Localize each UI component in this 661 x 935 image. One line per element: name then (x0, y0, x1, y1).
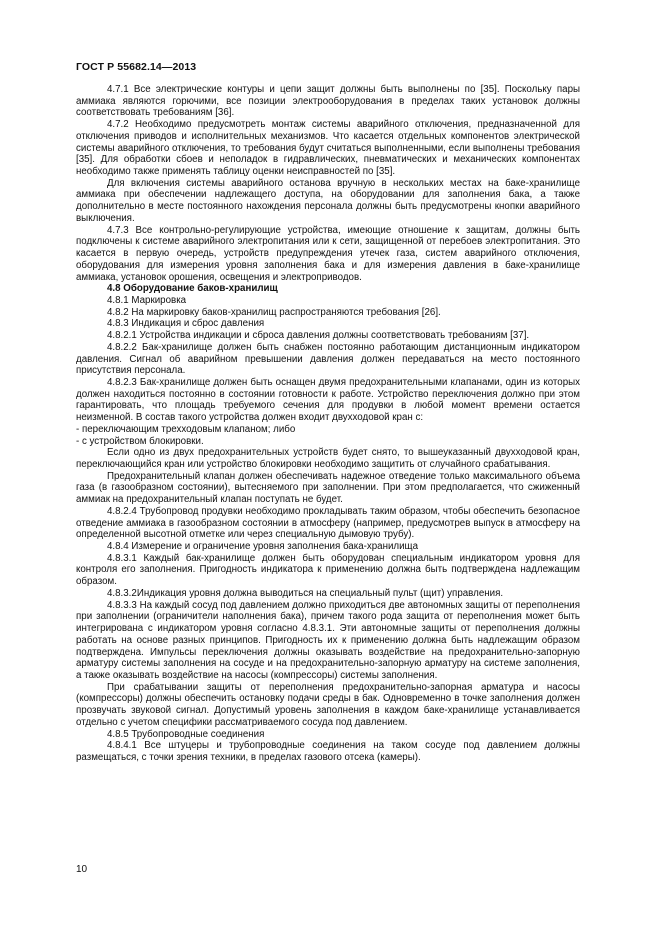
paragraph: 4.8.4 Измерение и ограничение уровня заполнения бака-хранилища (107, 541, 419, 553)
paragraph: 4.7.1 Все электрические контуры и цепи защит должны быть выполнены по [35]. Поскольку пары аммиака являются горючими, все позиции электрооборудования в пределах таких установок должны соответствовать требованиям [36]. (76, 84, 580, 119)
paragraph: 4.8.3 Индикация и сброс давления (107, 318, 265, 330)
paragraph: 4.8.2 На маркировку баков-хранилищ распространяются требования [26]. (107, 306, 441, 318)
paragraph: 4.8.3.3 На каждый сосуд под давлением должно приходиться две автономных защиты от переполнения при заполнении (ограничители наполнения бака), причем такого рода защита от переполнения может быть интегрирована с индикатором уровня согласно 4.8.3.1. Эти автономные защиты от переполнения должны работать на основе разных принципов. Пригодность их к применению должна быть надлежащим образом подтверждена. Импульсы переключения должны оказывать воздействие на предохранительно-запорную арматуру системы заполнения на сосуде и на предохранительно-запорную арматуру на системе заполнения, а также оказывать воздействие на насосы (компрессоры) системы заполнения. (76, 599, 580, 681)
page-number: 10 (76, 864, 88, 875)
paragraph: 4.8.2.1 Устройства индикации и сброса давления должны соответствовать требованиям [37]. (107, 330, 530, 342)
paragraph: 4.7.3 Все контрольно-регулирующие устройства, имеющие отношение к защитам, должны быть подключены к системе аварийного электропитания или к сети, защищенной от перебоев электропитания. Это касается в первую очередь, устройств предупреждения утечек газа, систем аварийного отключения, оборудования для измерения уровня заполнения бака и для измерения давления в баке-хранилище аммиака, установок орошения, освещения и электроприводов. (76, 224, 580, 283)
paragraph: 4.7.2 Необходимо предусмотреть монтаж системы аварийного отключения, предназначенной для отключения приводов и исполнительных механизмов. Что касается отдельных компонентов электрической системы аварийного отключения, то требования будут считаться выполненными, если выполнены требования [35]. Для обработки сбоев и неполадок в гидравлических, пневматических и механических компонентах необходимо также применять таблицу оценки неисправностей по [35]. (76, 119, 580, 178)
list-item: - переключающим трехходовым клапаном; либо (76, 423, 296, 435)
paragraph: 4.8.2.2 Бак-хранилище должен быть снабжен постоянно работающим дистанционным индикатором давления. Сигнал об аварийном превышении давления должен передаваться на место постоянного присутствия персонала. (76, 341, 580, 377)
section-heading: 4.8 Оборудование баков-хранилищ (107, 283, 278, 295)
paragraph: 4.8.2.3 Бак-хранилище должен быть оснащен двумя предохранительными клапанами, один из которых должен находиться постоянно в состоянии готовности к работе. Устройство переключения должно при этом гарантировать, что площадь требуемого сечения для продувки в любой момент времени остается неизменной. В состав такого устройства должен входит двухходовой кран с: (76, 376, 580, 424)
paragraph: 4.8.5 Трубопроводные соединения (107, 728, 265, 740)
paragraph: 4.8.3.2Индикация уровня должна выводиться на специальный пульт (щит) управления. (107, 587, 504, 599)
standard-code-header: ГОСТ Р 55682.14—2013 (76, 61, 197, 73)
paragraph: 4.8.3.1 Каждый бак-хранилище должен быть оборудован специальным индикатором уровня для контроля его заполнения. Пригодность индикатора к применению должна быть подтверждена надлежащим образом. (76, 552, 580, 588)
list-item: - с устройством блокировки. (76, 435, 204, 447)
paragraph: 4.8.2.4 Трубопровод продувки необходимо прокладывать таким образом, чтобы обеспечить безопасное отведение аммиака в газообразном состоянии в атмосферу (например, предусмотрев выпуск в атмосферу на определенной высотной отметке или через специальную дымовую трубу). (76, 505, 580, 541)
paragraph: 4.8.4.1 Все штуцеры и трубопроводные соединения на таком сосуде под давлением должны размещаться, с точки зрения техники, в пределах газового отсека (камеры). (76, 740, 580, 763)
paragraph: При срабатывании защиты от переполнения предохранительно-запорная арматура и насосы (компрессоры) должны обеспечить остановку подачи среды в бак. Одновременно в точке заполнения должен прозвучать звуковой сигнал. Допустимый уровень заполнения в каждом баке-хранилище устанавливается отдельно с учетом специфики рассматриваемого сосуда под давлением. (76, 681, 580, 728)
document-body (76, 84, 580, 764)
paragraph: Для включения системы аварийного останова вручную в нескольких местах на баке-хранилище аммиака при обеспечении надлежащего доступа, на оборудовании для заполнения бака, а также дополнительно в месте постоянного нахождения персонала должны быть предусмотрены кнопки аварийного выключения. (76, 177, 580, 224)
paragraph: 4.8.1 Маркировка (107, 294, 187, 306)
paragraph: Если одно из двух предохранительных устройств будет снято, то вышеуказанный двухходовой кран, переключающийся кран или устройство блокировки необходимо защитить от случайного срабатывания. (76, 447, 580, 470)
paragraph: Предохранительный клапан должен обеспечивать надежное отведение только максимального объема газа (в газообразном состоянии), вытесняемого при заполнении. При этом предполагается, что сжиженный аммиак на предохранительный клапан поступать не будет. (76, 470, 580, 506)
